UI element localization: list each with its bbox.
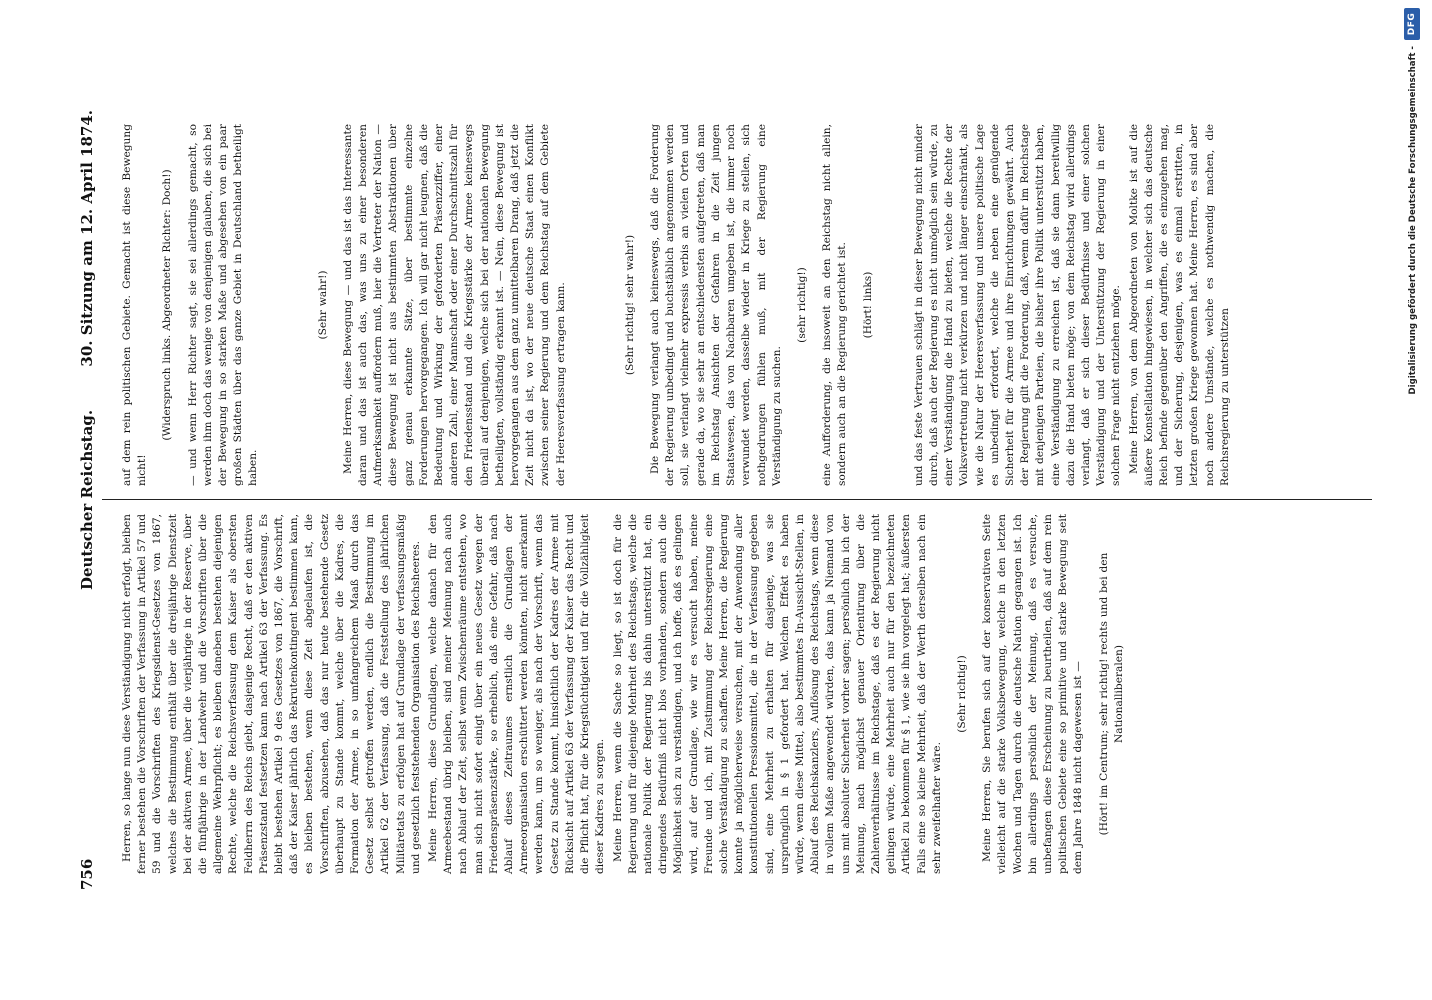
paragraph: — und wenn Herr Richter sagt, sie sei allerdings gemacht, so werden ihm doch das wenige von denjenigen glauben, die sich bei der Bewegung in so starken Maße und abgesehen von ein paar großen Städten über das ganze Gebiet in Deutschland betheiligt haben.: [186, 124, 260, 486]
interjection: (sehr richtig!): [795, 267, 808, 343]
interjection: (Sehr wahr!): [316, 270, 329, 340]
paragraph: Meine Herren, wenn die Sache so liegt, so ist doch für die Regierung und für diejenige Mehrheit des Reichstags, welche die nationale Politik der Regierung bis dahin unterstützt hat, ein dringendes Bedürfniß nicht blos vorhanden, sondern auch die Möglichkeit sich zu verständigen, und ich hoffe, daß es gelingen wird, auf der Grundlage, wie wir es versucht haben, meine Freunde und ich, mit Zustimmung der Reichsregierung eine solche Verständigung zu schaffen. Meine Herren, die Regierung konnte ja möglicherweise versuchen, mit der Anwendung aller konstitutionellen Pressionsmittel, die in der Verfassung gegeben sind, eine Mehrheit zu erhalten für dasjenige, was sie ursprünglich in § 1 gefordert hat. Welchen Effekt es haben würde, wenn diese Mittel, also bestimmtes In-Aussicht-Stellen, in Ablauf des Reichskanzlers, Auflösung des Reichstags, wenn diese in vollem Maße angewendet würden, das kann ja Niemand von uns mit absoluter Sicherheit vorher sagen; persönlich bin ich der Meinung, nach möglichst genauer Orientirung über die Zahlenverhältnisse im Reichstage, daß es der Regierung nicht gelingen würde, eine Mehrheit auch nur für den bezeichneten Artikel zu bekommen für § 1, wie sie ihn vorgelegt hat; äußersten Falls eine so kleine Mehrheit, daß der Werth derselben nach ein sehr zweifelhafter wäre.: [611, 514, 943, 874]
paragraph-spacer: [886, 124, 912, 486]
interjection: (Hört! links): [861, 271, 874, 339]
left-column: [120, 514, 1137, 874]
paragraph: eine Aufforderung, die insoweit an den Reichstag nicht allein, sondern auch an die Regierung gerichtet ist.: [821, 124, 849, 486]
dfg-logo: DFG: [1404, 8, 1420, 40]
page-number: 756: [78, 858, 96, 890]
paragraph: und das feste Vertrauen schlägt in dieser Bewegung nicht minder durch, daß auch der Regierung es nicht unmöglich sein würde, zu einer Verständigung die Hand zu bieten, welche die Rechte der Volksvertretung nicht verkürzen und nicht länger einschränkt, als wie die Natur der Heeresverfassung und unsere politische Lage es unbedingt erfordert, welche die neben eine genügende Sicherheit für die Armee und ihre Einrichtungen gewährt. Auch der Regierung gilt die Forderung, daß, wenn dafür im Reichstage mit denjenigen Parteien, die bisher ihre Politik unterstützt haben, eine Verständigung zu erreichen ist, daß sie dann bereitwillig dazu die Hand bieten möge; von dem Reichstag wird allerdings verlangt, daß er sich dieser Bedürfnisse und einer solchen Verständigung und der Unterstützung der Regierung in einer solchen Frage nicht entziehen möge.: [912, 124, 1123, 486]
right-column: [120, 124, 1235, 486]
interjection: (Sehr richtig!): [955, 655, 968, 733]
paragraph: Herren, so lange nun diese Verständigung nicht erfolgt, bleiben ferner bestehen die Vorschriften der Verfassung in Artikel 57 und 59 und die Vorschriften des Kriegsdienst-Gesetzes von 1867, welches die Bestimmung enthält über die dreijährige Dienstzeit bei der aktiven Armee, über die vierjährige in der Reserve, über die fünfjährige in der Landwehr und die Vorschriften über die allgemeine Wehrpflicht; es bleiben daneben bestehen diejenigen Rechte, welche die Reichsverfassung dem Kaiser als obersten Feldherrn des Reichs giebt, dasjenige Recht, daß er den aktiven Präsenzstand festsetzen kann nach Artikel 63 der Verfassung. Es bleibt bestehen Artikel 9 des Gesetzes von 1867, die Vorschrift, daß der Kaiser jährlich das Rekrutenkontingent bestimmen kann, es bleiben bestehen, wenn diese Zeit abgelaufen ist, die Vorschriften, abzusehen, daß das nur heute bestehende Gesetz überhaupt zu Stande kommt, welche über die Kadres, die Formation der Armee, in so umfangreichem Maaß durch das Gesetz selbst getroffen werden, endlich die Bestimmung im Artikel 62 der Verfassung, daß die Feststellung des jährlichen Militäretats zu erfolgen hat auf Grundlage der verfassungsmäßig und gesetzlich feststehenden Organisation des Reichsheeres.: [121, 514, 422, 874]
page-header: [78, 110, 102, 890]
interjection: (Sehr richtig! sehr wahr!): [623, 234, 636, 376]
interjection: (Hört! im Centrum; sehr richtig! rechts und bei den Nationalliberalen): [1097, 552, 1125, 836]
paragraph: auf dem rein politischen Gebiete. Gemacht ist diese Bewegung nicht!: [121, 124, 149, 486]
page-footer: [1402, 0, 1426, 1000]
paragraph: Meine Herren, diese Grundlagen, welche danach für den Armeebestand übrig bleiben, sind meiner Meinung nach auch nach Ablauf der Zeit, selbst wenn Zwischenräume entstehen, wo man sich nicht sofort einigt über ein neues Gesetz wegen der Friedenspräsenzstärke, so erheblich, daß eine Gefahr, daß nach Ablauf dieses Zeitraumes ernstlich die Grundlagen der Armeeorganisation erschüttert werden könnten, nicht anerkannt werden kann, um so weniger, als nach der Vorschrift, wenn das Gesetz zu Stande kommt, hinsichtlich der Kadres der Armee mit Rücksicht auf Artikel 63 der Verfassung der Kaiser das Recht und die Pflicht hat, für die Kriegstüchtigkeit und für die Vollzähligkeit dieser Kadres zu sorgen.: [427, 514, 607, 874]
paragraph: Meine Herren, diese Bewegung — und das ist das Interessante daran und das ist auch das, was uns zu einer besonderen Aufmerksamkeit auffordern muß, hier die Vertreter der Nation — diese Bewegung ist nicht aus bestimmten Abstraktionen über ganz genau erkannte Sätze, über bestimmte einzelne Forderungen hervorgegangen. Ich will gar nicht leugnen, daß die Bedeutung und Wirkung der geforderten Präsenzziffer, einer anderen Zahl, einer Mannschaft oder einer Durchschnittszahl für den Friedensstand und die Kriegsstärke der Armee keineswegs überall auf denjenigen, welche sich bei der nationalen Bewegung betheiligten, vollständig erkannt ist. — Nein, diese Bewegung ist hervorgegangen aus dem ganz unmittelbaren Drang, daß jetzt die Zeit nicht da ist, wo der neue deutsche Staat einen Konflikt zwischen seiner Regierung und dem Reichstag auf dem Gebiete der Heeresverfassung ertragen kann.: [341, 124, 567, 486]
paragraph-spacer: [264, 124, 306, 486]
session-date: 30. Sitzung am 12. April 1874.: [78, 110, 96, 367]
interjection: (Widerspruch links. Abgeordneter Richter: Doch!): [161, 169, 174, 441]
paragraph: Meine Herren, von dem Abgeordneten von Moltke ist auf die äußere Konstellation hingewiesen, in welcher sich das deutsche Reich befinde gegenüber den Angriffen, die es einzugehen mag, und der Sicherung, desjenigen, was es einmal erstritten, in letzten großen Kriege gewonnen hat. Meine Herren, es sind aber noch andere Umstände, welche es nothwendig machen, die Reichsregierung zu unterstützen: [1127, 124, 1231, 486]
paragraph-spacer: [571, 124, 613, 486]
paragraph: Die Bewegung verlangt auch keineswegs, daß die Forderung der Regierung unbedingt und buchstäblich angenommen werden soll, sie verlangt vielmehr expressis verbis an vielen Orten und gerade da, wo sie sehr an entschiedensten aufgetreten, daß man im Reichstag Ansichten der Gefahren in die Zeit jungen Staatswesen, das von Nachbaren umgeben ist, die immer noch verwundet werden, dasselbe wieder in Kriege zu stellen, sich nothgedrungen fühlen muß, mit der Regierung eine Verständigung zu suchen.: [649, 124, 783, 486]
attribution-text: Digitalisierung gefördert durch die Deutsche Forschungsgemeinschaft -: [1408, 46, 1418, 395]
paragraph: Meine Herren, Sie berufen sich auf der konservativen Seite vielleicht auf die starke Volksbewegung, welche in den letzten Wochen und Tagen durch die deutsche Nation gegangen ist. Ich bin allerdings persönlich der Meinung, daß es versuche, unbefangen diese Erscheinung zu beurtheilen, daß auf dem rein politischen Gebiete eine so primitive und starke Bewegung seit dem Jahre 1848 nicht dagewesen ist —: [981, 514, 1085, 874]
column-divider: [102, 499, 1372, 500]
publication-title: Deutscher Reichstag.: [78, 409, 96, 591]
